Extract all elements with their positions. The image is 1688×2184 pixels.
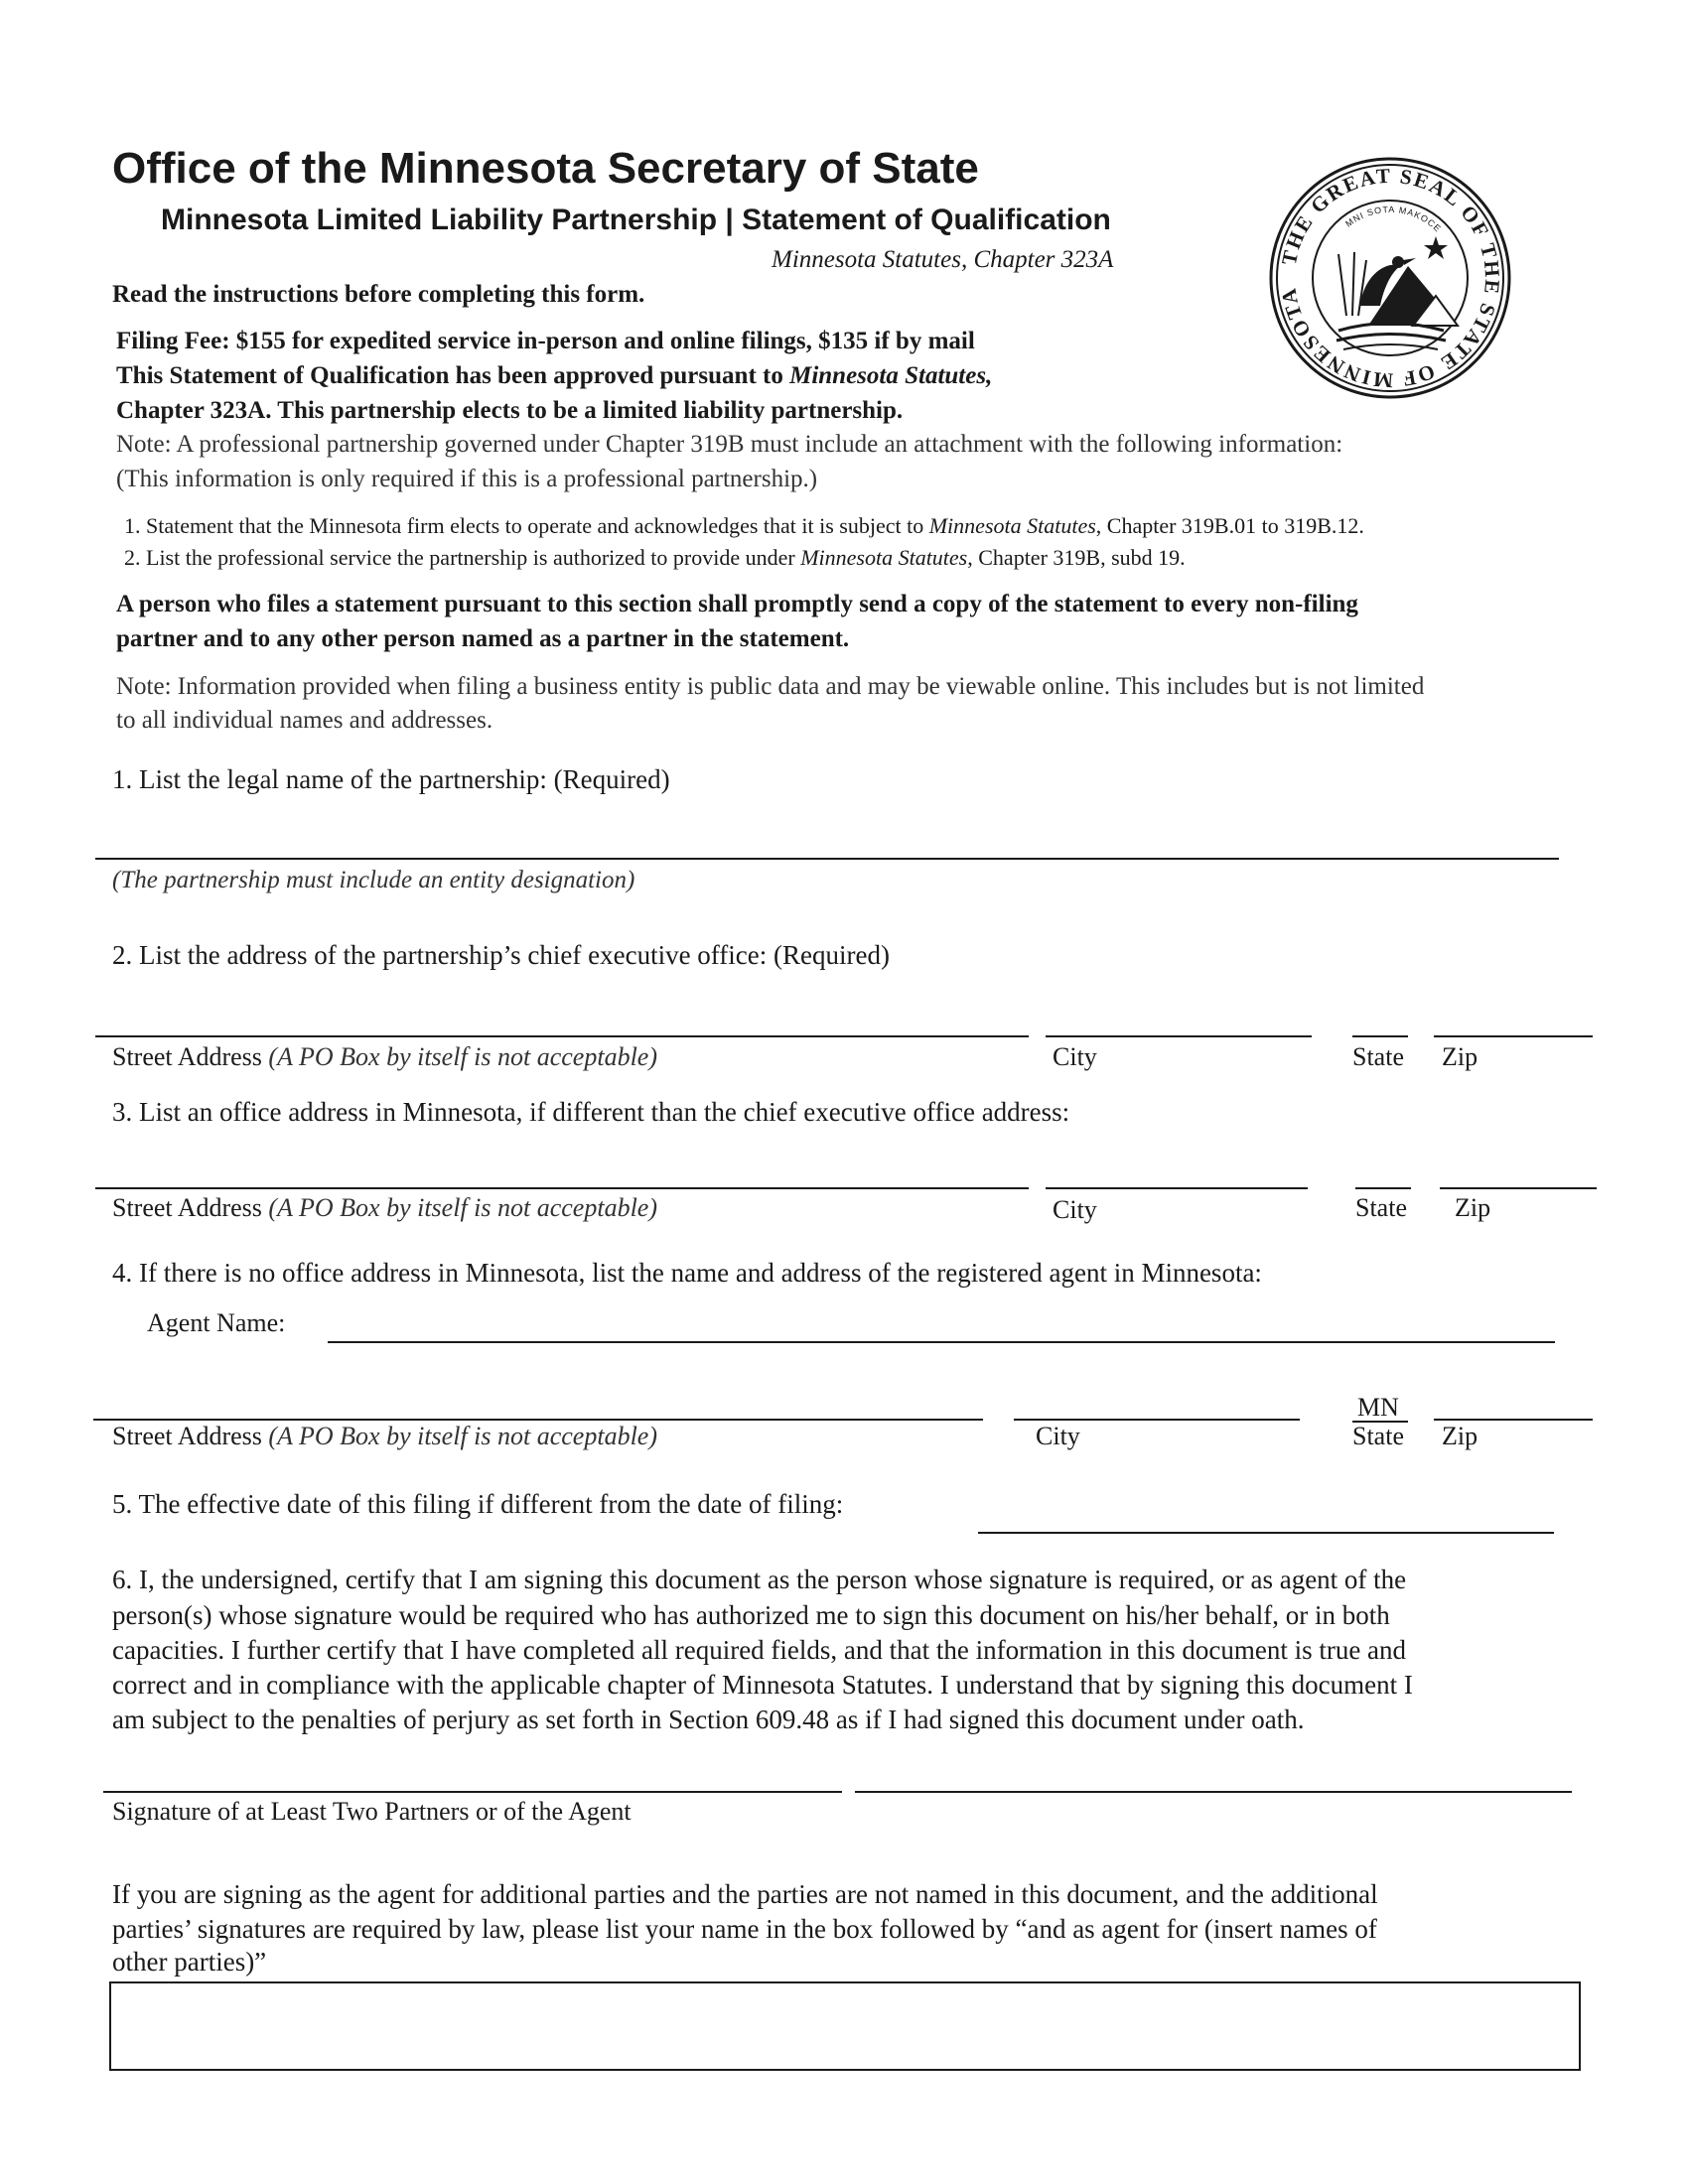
q2-state-field[interactable] [1352,997,1408,1034]
q3-street-label: Street Address (A PO Box by itself is not acceptable) [112,1193,657,1222]
q3-state-label: State [1355,1193,1407,1222]
q1-hint: (The partnership must include an entity designation) [112,867,635,893]
partnership-name-line [95,858,1559,860]
q4-state-value: MN [1357,1393,1399,1422]
signature-field-1[interactable] [103,1749,842,1789]
agent-name-field[interactable] [328,1302,1555,1338]
signature-field-2[interactable] [855,1749,1572,1789]
q4-zip-label: Zip [1442,1422,1478,1450]
svg-text:THE GREAT SEAL OF THE STATE OF [1276,164,1504,393]
public-data-note-line-2: to all individual names and addresses. [116,707,493,734]
q3-label: 3. List an office address in Minnesota, if different than the chief executive office address: [112,1097,1070,1127]
q3-city-field[interactable] [1046,1149,1308,1186]
q2-zip-field[interactable] [1434,997,1593,1034]
professional-note-sub: (This information is only required if this is a professional partnership.) [116,466,818,492]
state-seal [1269,157,1511,399]
q4-label: 4. If there is no office address in Minnesota, list the name and address of the registered agent in Minnesota: [112,1258,1262,1288]
q4-state-label: State [1352,1422,1404,1450]
q4-zip-field[interactable] [1434,1380,1593,1418]
signature-label: Signature of at Least Two Partners or of the Agent [112,1797,632,1826]
q2-city-label: City [1053,1042,1097,1071]
q2-street-label: Street Address (A PO Box by itself is not acceptable) [112,1042,657,1071]
requirement-item-1: 1. Statement that the Minnesota firm elects to operate and acknowledges that it is subject to Minnesota Statutes, Chapter 319B.01 to 319B.12. [124,513,1364,538]
public-data-note-line-1: Note: Information provided when filing a business entity is public data and may be viewable online. This includes but is not limited [116,673,1425,700]
certification-line-1: 6. I, the undersigned, certify that I am signing this document as the person whose signature is required, or as agent of the [112,1565,1407,1594]
requirement-item-2: 2. List the professional service the partnership is authorized to provide under Minnesota Statutes, Chapter 319B, subd 19. [124,545,1186,570]
certification-line-4: correct and in compliance with the applicable chapter of Minnesota Statutes. I understand that by signing this document I [112,1670,1413,1700]
q4-street-label: Street Address (A PO Box by itself is not acceptable) [112,1422,657,1450]
q3-zip-label: Zip [1455,1193,1491,1222]
q3-state-field[interactable] [1355,1149,1411,1186]
approval-statement: This Statement of Qualification has been approved pursuant to Minnesota Statutes, [116,362,993,389]
q2-zip-label: Zip [1442,1042,1478,1071]
certification-line-5: am subject to the penalties of perjury as set forth in Section 609.48 as if I had signed this document under oath. [112,1705,1305,1734]
page-title: Office of the Minnesota Secretary of State [112,144,979,193]
election-statement: Chapter 323A. This partnership elects to be a limited liability partnership. [116,397,904,424]
copy-notice-line-1: A person who files a statement pursuant to this section shall promptly send a copy of the statement to every non-filing [116,591,1358,617]
q3-street-field[interactable] [95,1149,1029,1186]
q3-zip-field[interactable] [1440,1149,1597,1186]
q5-label: 5. The effective date of this filing if different from the date of filing: [112,1489,844,1519]
statute-reference: Minnesota Statutes, Chapter 323A [772,246,1114,273]
effective-date-field[interactable] [978,1493,1554,1531]
agent-name-label: Agent Name: [147,1308,286,1337]
q4-city-label: City [1036,1422,1080,1450]
professional-note: Note: A professional partnership governed under Chapter 319B must include an attachment with the following information: [116,431,1343,458]
seal-outer-text: THE GREAT SEAL OF THE STATE OF MINNESOTA [1276,163,1505,393]
certification-line-3: capacities. I further certify that I have completed all required fields, and that the information in this document is true and [112,1635,1407,1665]
q2-state-label: State [1352,1042,1404,1071]
agent-note-line-2: parties’ signatures are required by law, please list your name in the box followed by “and as agent for (insert names of [112,1914,1377,1944]
q3-city-label: City [1053,1195,1097,1224]
filing-fee: Filing Fee: $155 for expedited service in-person and online filings, $135 if by mail [116,328,975,354]
q1-label: 1. List the legal name of the partnership: (Required) [112,764,670,794]
svg-text:MNI SOTA MAKOCE [1343,205,1443,234]
q4-city-field[interactable] [1014,1380,1300,1418]
q2-street-field[interactable] [95,997,1029,1034]
q2-label: 2. List the address of the partnership’s chief executive office: (Required) [112,940,890,970]
q2-city-field[interactable] [1046,997,1312,1034]
agent-names-box[interactable] [109,1981,1581,2071]
read-instructions: Read the instructions before completing this form. [112,281,645,308]
partnership-name-field[interactable] [95,820,1559,856]
copy-notice-line-2: partner and to any other person named as a partner in the statement. [116,625,850,652]
agent-note-line-3: other parties)” [112,1947,267,1977]
q4-street-field[interactable] [93,1380,983,1418]
form-title: Minnesota Limited Liability Partnership | Statement of Qualification [161,204,1111,236]
agent-note-line-1: If you are signing as the agent for additional parties and the parties are not named in this document, and the additional [112,1879,1378,1909]
certification-line-2: person(s) whose signature would be required who has authorized me to sign this document on his/her behalf, or in both [112,1600,1390,1630]
seal-inner-text: MNI SOTA MAKOCE [1343,204,1444,234]
